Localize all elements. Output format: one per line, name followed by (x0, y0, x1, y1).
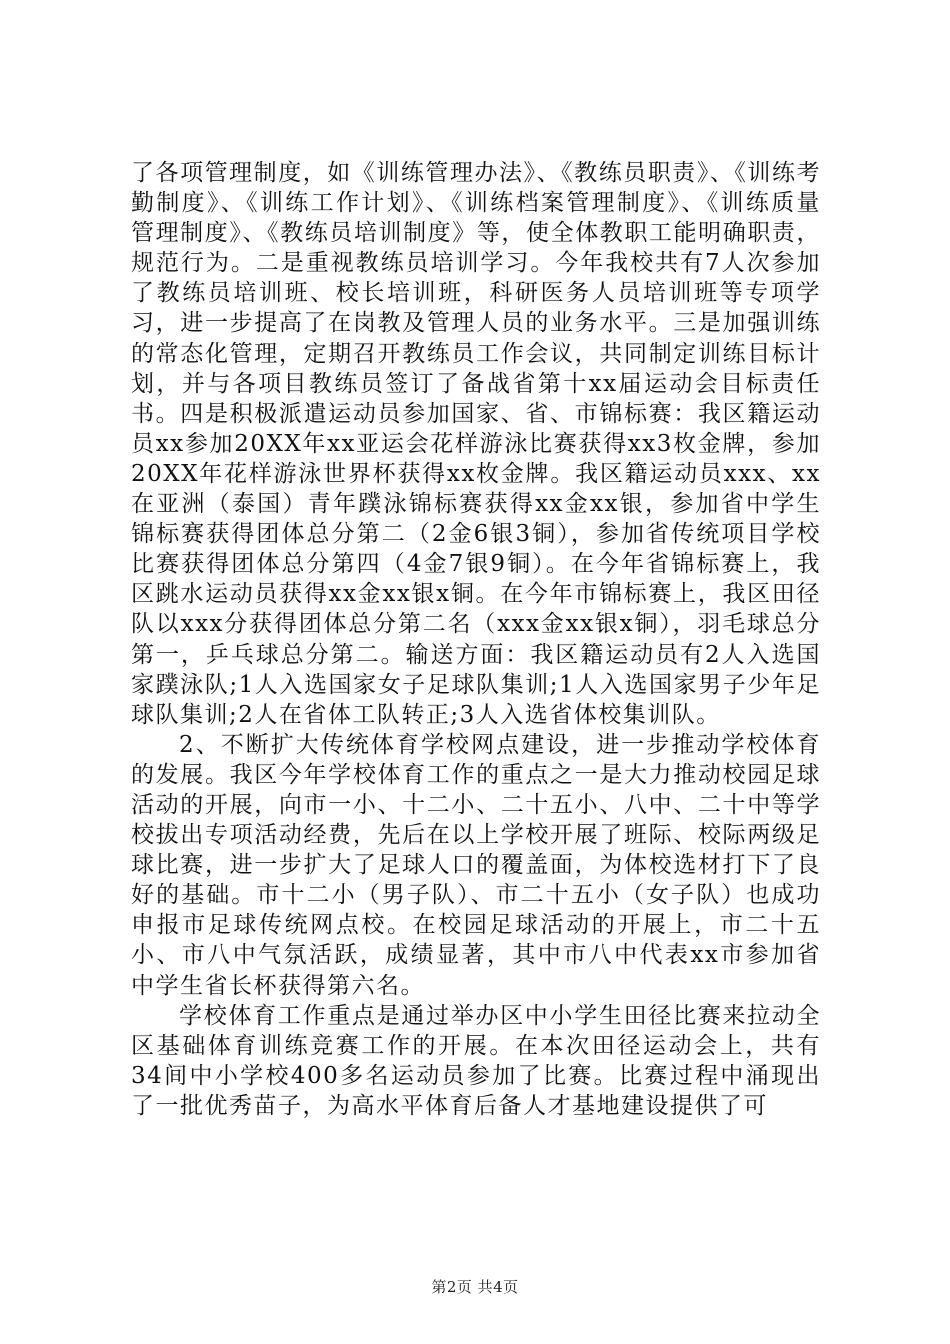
paragraph-1: 了各项管理制度，如《训练管理办法》、《教练员职责》、《训练考勤制度》、《训练工作计划》、《训练档案管理制度》、《训练质量管理制度》、《教练员培训制度》等，使全体教职工能明确职责，规范行为。二是重视教练员培训学习。今年我校共有7人次参加了教练员培训班、校长培训班，科研医务人员培训班等专项学习，进一步提高了在岗教及管理人员的业务水平。三是加强训练的常态化管理，定期召开教练员工作会议，共同制定训练目标计划，并与各项目教练员签订了备战省第十xx届运动会目标责任书。四是积极派遣运动员参加国家、省、市锦标赛：我区籍运动员xx参加20XX年xx亚运会花样游泳比赛获得xx3枚金牌，参加20XX年花样游泳世界杯获得xx枚金牌。我区籍运动员xxx、xx在亚洲（泰国）青年蹼泳锦标赛获得xx金xx银，参加省中学生锦标赛获得团体总分第二（2金6银3铜），参加省传统项目学校比赛获得团体总分第四（4金7银9铜）。在今年省锦标赛上，我区跳水运动员获得xx金xx银x铜。在今年市锦标赛上，我区田径队以xxx分获得团体总分第二名（xxx金xx银x铜），羽毛球总分第一，乒乓球总分第二。输送方面：我区籍运动员有2人入选国家蹼泳队;1人入选国家女子足球队集训;1人入选国家男子少年足球队集训;2人在省体工队转正;3人入选省体校集训队。 (131, 160, 821, 728)
document-body (131, 158, 821, 1121)
paragraph-2: 2、不断扩大传统体育学校网点建设，进一步推动学校体育的发展。我区今年学校体育工作的重点之一是大力推动校园足球活动的开展，向市一小、十二小、二十五小、八中、二十中等学校拔出专项活动经费，先后在以上学校开展了班际、校际两级足球比赛，进一步扩大了足球人口的覆盖面，为体校选材打下了良好的基础。市十二小（男子队）、市二十五小（女子队）也成功申报市足球传统网点校。在校园足球活动的开展上，市二十五小、市八中气氛活跃，成绩显著，其中市八中代表xx市参加省中学生省长杯获得第六名。 (131, 731, 821, 999)
page-footer: 第2页 共4页 (431, 1278, 519, 1296)
paragraph-3: 学校体育工作重点是通过举办区中小学生田径比赛来拉动全区基础体育训练竞赛工作的开展。在本次田径运动会上，共有34间中小学校400多名运动员参加了比赛。比赛过程中涌现出了一批优秀苗子，为高水平体育后备人才基地建设提供了可 (131, 1002, 821, 1119)
